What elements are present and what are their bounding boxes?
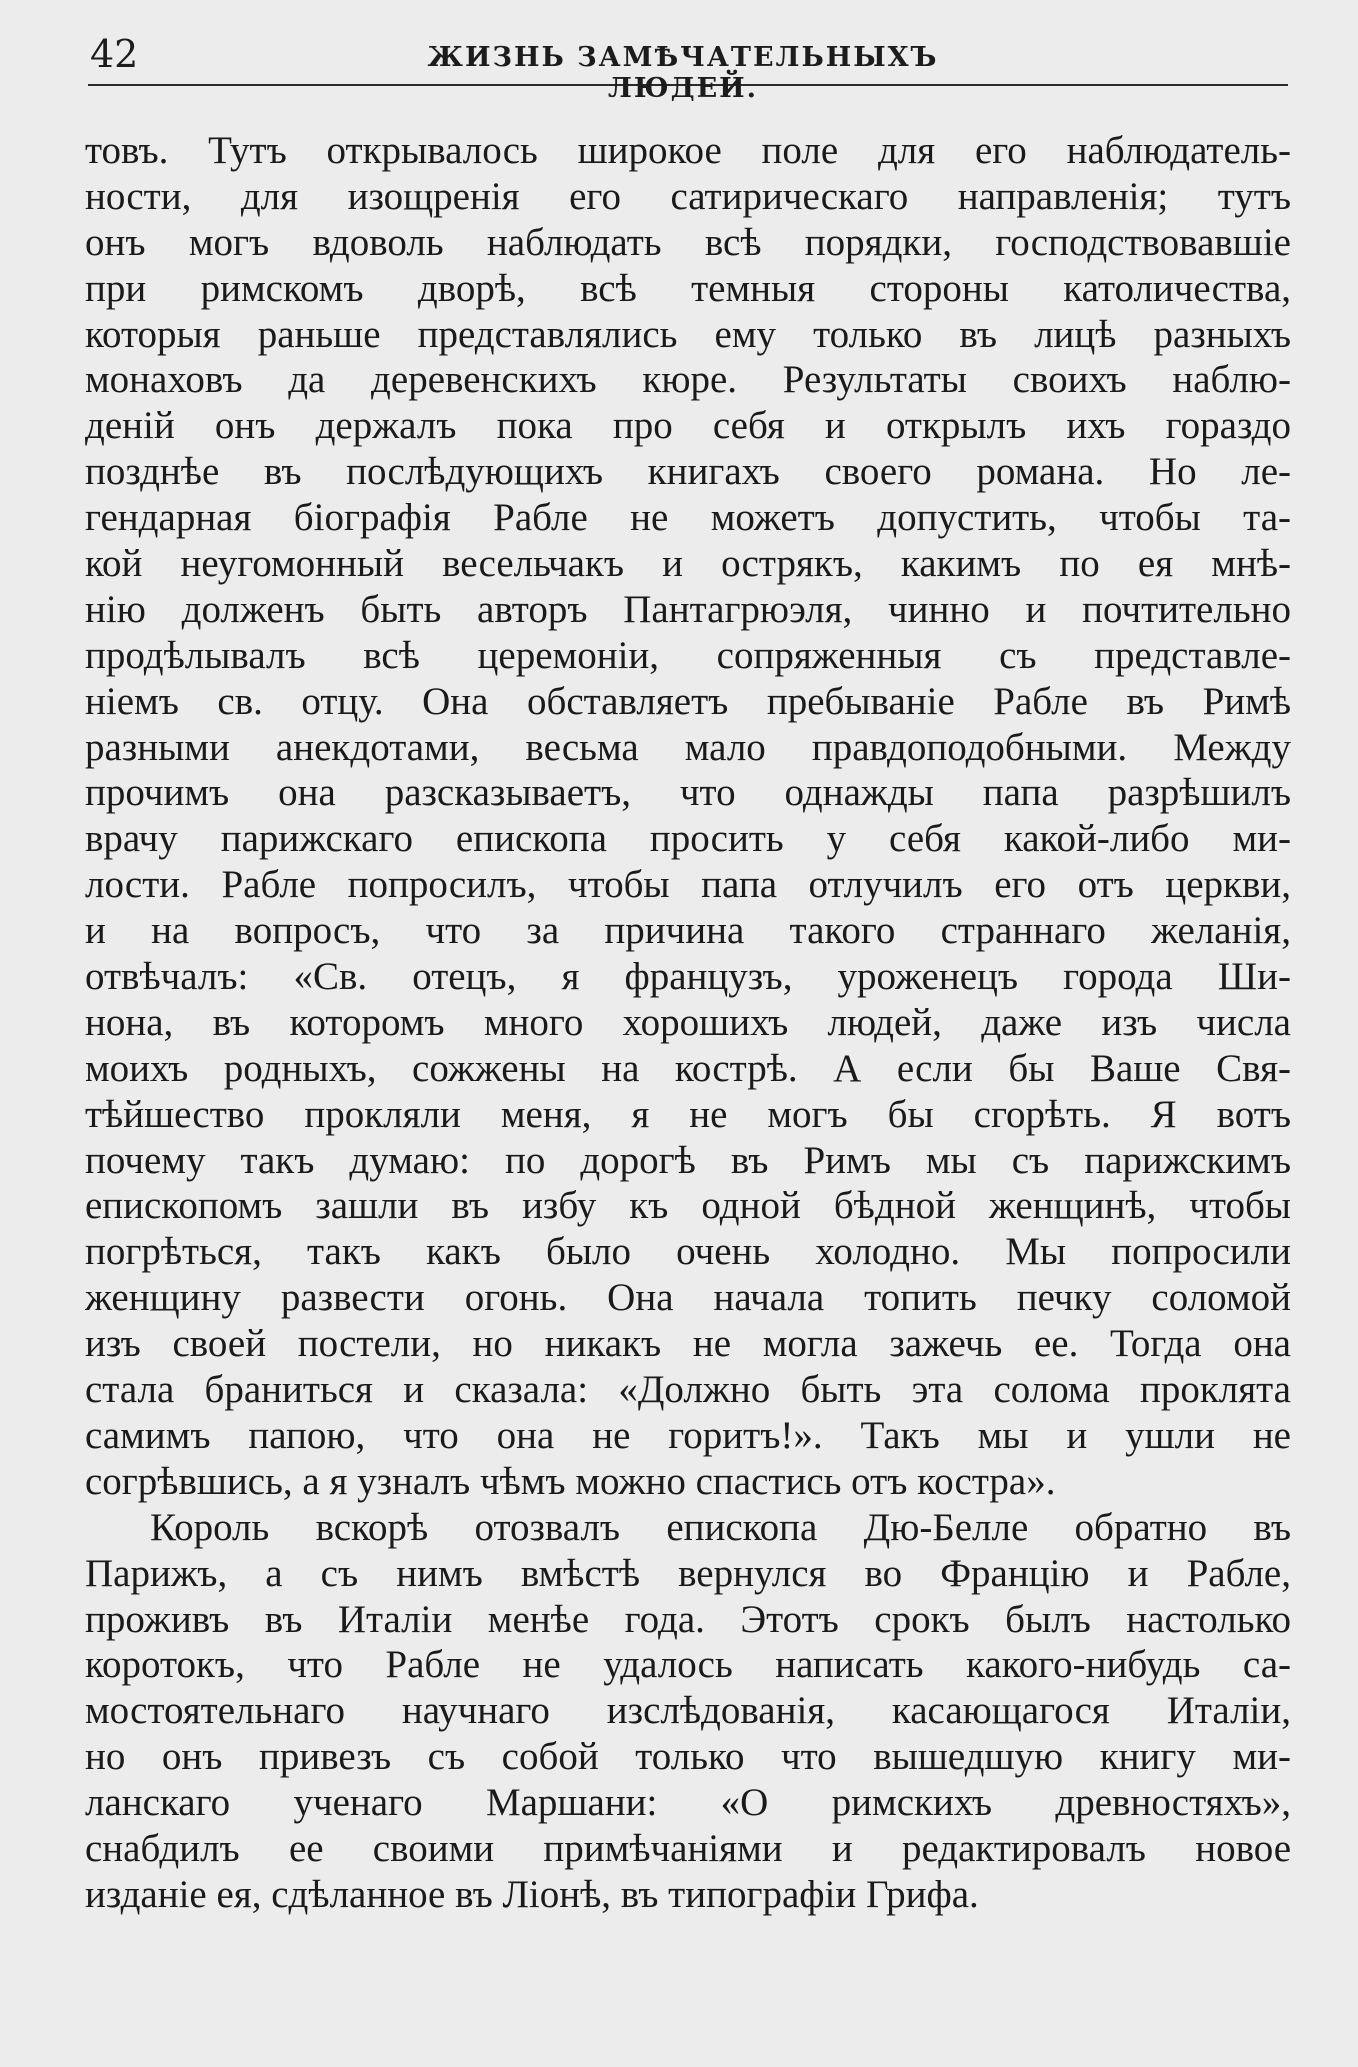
text-line: ности, для изощренія его сатирическаго направленія; тутъ (85, 174, 1291, 218)
running-title: ЖИЗНЬ ЗАМѢЧАТЕЛЬНЫХЪ ЛЮДЕЙ. (427, 42, 939, 104)
text-line: лости. Рабле попросилъ, чтобы папа отлучилъ его отъ церкви, (85, 863, 1291, 907)
text-line: которыя раньше представлялись ему только въ лицѣ разныхъ (85, 312, 1291, 356)
text-line: прочимъ она разсказываетъ, что однажды папа разрѣшилъ (85, 771, 1291, 815)
text-line: изданіе ея, сдѣланное въ Ліонѣ, въ типографіи Грифа. (85, 1872, 979, 1916)
text-line: отвѣчалъ: «Св. отецъ, я французъ, уроженецъ города Ши- (85, 955, 1291, 999)
text-line: и на вопросъ, что за причина такого страннаго желанія, (85, 909, 1291, 953)
body-text (85, 128, 1291, 1918)
text-line: врачу парижскаго епископа просить у себя какой-либо ми- (85, 817, 1291, 861)
text-line: гендарная біографія Рабле не можетъ допустить, чтобы та- (85, 496, 1291, 540)
text-line: продѣлывалъ всѣ церемоніи, сопряженныя съ представле- (85, 633, 1291, 677)
text-line: разными анекдотами, весьма мало правдоподобными. Между (85, 725, 1291, 769)
text-line: самимъ папою, что она не горитъ!». Такъ мы и ушли не (85, 1413, 1291, 1457)
text-line: женщину развести огонь. Она начала топить печку соломой (85, 1276, 1291, 1320)
text-line: моихъ родныхъ, сожжены на кострѣ. А если бы Ваше Свя- (85, 1046, 1291, 1090)
text-line: погрѣться, такъ какъ было очень холодно. Мы попросили (85, 1230, 1291, 1274)
text-line: почему такъ думаю: по дорогѣ въ Римъ мы съ парижскимъ (85, 1138, 1291, 1182)
text-line: кой неугомонный весельчакъ и острякъ, какимъ по ея мнѣ- (85, 542, 1291, 586)
text-line: позднѣе въ послѣдующихъ книгахъ своего романа. Но ле- (85, 450, 1291, 494)
text-line: нію долженъ быть авторъ Пантагрюэля, чинно и почтительно (85, 587, 1291, 631)
text-line: согрѣвшись, а я узналъ чѣмъ можно спастись отъ костра». (85, 1459, 1056, 1503)
text-line: монаховъ да деревенскихъ кюре. Результаты своихъ наблю- (85, 358, 1291, 402)
text-line: онъ могъ вдоволь наблюдать всѣ порядки, господствовавшіе (85, 220, 1291, 264)
text-line: но онъ привезъ съ собой только что вышедшую книгу ми- (85, 1735, 1291, 1779)
text-line: нона, въ которомъ много хорошихъ людей, даже изъ числа (85, 1000, 1291, 1044)
text-line: мостоятельнаго научнаго изслѣдованія, касающагося Италіи, (85, 1689, 1291, 1733)
text-line: изъ своей постели, но никакъ не могла зажечь ее. Тогда она (85, 1322, 1291, 1366)
text-line: коротокъ, что Рабле не удалось написать какого-нибудь са- (85, 1643, 1291, 1687)
text-line: Парижъ, а съ нимъ вмѣстѣ вернулся во Францію и Рабле, (85, 1551, 1291, 1595)
text-line: Король вскорѣ отозвалъ епископа Дю-Белле обратно въ (150, 1505, 1291, 1549)
text-line: товъ. Тутъ открывалось широкое поле для его наблюдатель- (85, 129, 1291, 172)
text-line: стала браниться и сказала: «Должно быть эта солома проклята (85, 1368, 1291, 1412)
text-line: тѣйшество прокляли меня, я не могъ бы сгорѣть. Я вотъ (85, 1092, 1291, 1136)
text-line: ніемъ св. отцу. Она обставляетъ пребываніе Рабле въ Римѣ (85, 679, 1291, 723)
text-line: епископомъ зашли въ избу къ одной бѣдной женщинѣ, чтобы (85, 1184, 1291, 1228)
text-line: при римскомъ дворѣ, всѣ темныя стороны католичества, (85, 266, 1291, 310)
page-number: 42 (90, 32, 139, 76)
running-head (88, 30, 1288, 104)
text-line: проживъ въ Италіи менѣе года. Этотъ срокъ былъ настолько (85, 1597, 1291, 1641)
text-line: снабдилъ ее своими примѣчаніями и редактировалъ новое (85, 1826, 1291, 1870)
text-line: ланскаго ученаго Маршани: «О римскихъ древностяхъ», (85, 1781, 1291, 1825)
text-line: деній онъ держалъ пока про себя и открылъ ихъ гораздо (85, 404, 1291, 448)
